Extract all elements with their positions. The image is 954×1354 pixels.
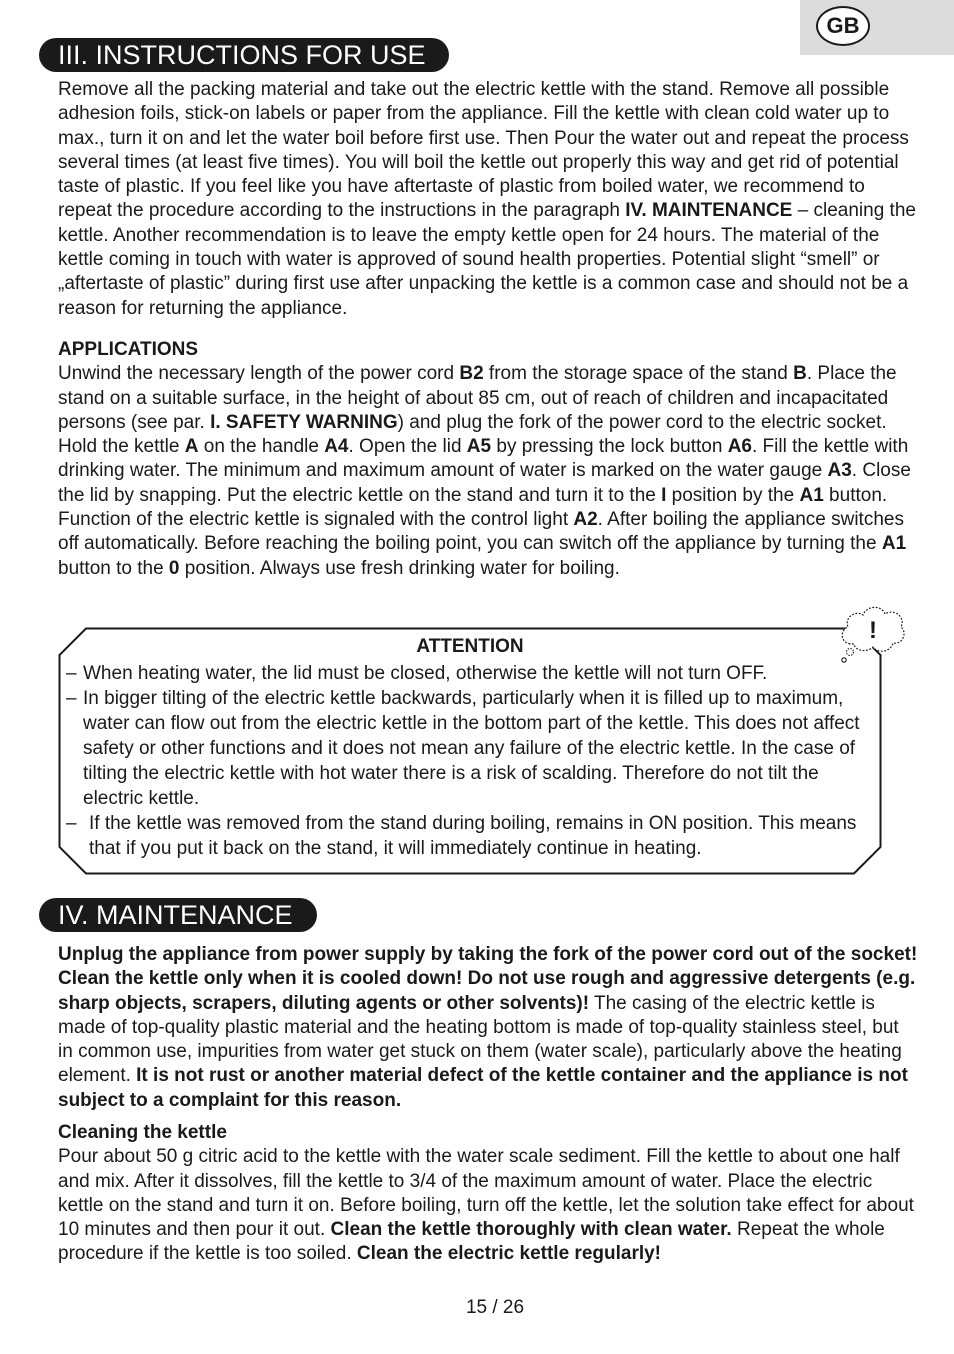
intro-paragraph [58, 78, 918, 321]
text-run: from the storage space of the stand [483, 363, 794, 385]
text-run: Unwind the necessary length of the power cord [58, 363, 460, 385]
text-run: button to the [58, 557, 169, 579]
bold-run: A3 [827, 460, 852, 482]
exclamation-cloud-icon [836, 600, 908, 670]
page-number: 15 / 26 [465, 1297, 525, 1318]
cleaning-block [58, 1121, 918, 1267]
applications-paragraph [58, 363, 911, 578]
bold-run: A6 [727, 436, 752, 458]
bold-run: B2 [459, 363, 484, 385]
bold-run: A1 [799, 484, 824, 506]
bold-run: A1 [881, 533, 907, 555]
bold-run: B [793, 363, 807, 385]
attention-item: – In bigger tilting of the electric kettle backwards, particularly when it is filled up to maximum, water can flow out from the electric kettle in the bottom part of the kettle. This does not affect safety or other functions and it does not mean any failure of the electric kettle. In the case of tilting the electric kettle with hot water there is a risk of scalding. Therefore do not tilt the electric kettle. [66, 688, 860, 809]
text-run: position. Always use fresh drinking water for boiling. [179, 557, 620, 579]
maintenance-paragraph [58, 943, 918, 1113]
bold-run: I. SAFETY WARNING [210, 411, 398, 433]
section-heading-instructions: III. INSTRUCTIONS FOR USE [39, 38, 449, 72]
text-run: Remove all the packing material and take out the electric kettle with the stand. Remove all possible adhesion foils, stick-on labels or paper from the appliance. Fill the kettle with clean cold water up to max., turn it on and let the water boil before first use. Then Pour the water out and repeat the process several times (at least five times). You will boil the kettle out properly this way and get rid of potential taste of plastic. If you feel like you have aftertaste of plastic from boiled water, we recommend to repeat the procedure according to the instructions in the paragraph [58, 79, 909, 222]
text-run: by pressing the lock button [491, 436, 728, 458]
bold-run: I [661, 484, 667, 506]
bold-run: Clean the electric kettle regularly! [356, 1243, 662, 1265]
bold-run: Unplug the appliance from power supply by taking the fork of the power cord out of the socket! Clean the kettle only when it is cooled down! Do not use rough and aggressive detergents (e.g. sharp objects, scrapers, diluting agents or other solvents)! [58, 944, 918, 1014]
cleaning-title: Cleaning the kettle [58, 1122, 227, 1143]
section-heading-maintenance: IV. MAINTENANCE [39, 898, 317, 932]
text-run: position by the [666, 484, 800, 506]
bold-run: 0 [168, 557, 180, 579]
attention-list [66, 661, 866, 861]
text-run: . Close the lid by snapping. Put the electric kettle on the stand and turn it to the [58, 460, 911, 506]
text-run: ) and plug the fork of the power cord to the electric socket. Hold the kettle [58, 411, 887, 458]
bold-run: A5 [466, 436, 492, 458]
text-run: Pour about 50 g citric acid to the kettle with the water scale sediment. Fill the kettle to about one half and mix. After it dissolves, fill the kettle to 3/4 of the maximum amount of water. Place the electric kettle on the stand and turn it on. Before boiling, turn off the kettle, let the solution take effect for about 10 minutes and then pour it out. [58, 1146, 914, 1241]
text-run: on the handle [198, 436, 325, 458]
bold-run: A [184, 436, 199, 458]
bold-run: IV. MAINTENANCE [625, 200, 793, 222]
text-run: . After boiling the appliance switches off automatically. Before reaching the boiling point, you can switch off the appliance by turning the [58, 509, 904, 555]
text-run: Repeat the whole procedure if the kettle is too soiled. [58, 1219, 885, 1265]
text-run: button. Function of the electric kettle is signaled with the control light [58, 484, 888, 531]
bold-run: Clean the kettle thoroughly with clean water. [330, 1219, 732, 1241]
exclamation-mark: ! [869, 617, 877, 644]
text-run: . Open the lid [348, 436, 467, 458]
text-run: . Fill the kettle with drinking water. The minimum and maximum amount of water is marked on the water gauge [58, 436, 909, 482]
bold-run: A4 [324, 436, 349, 458]
text-run: The casing of the electric kettle is made of top-quality plastic material and the heating bottom is made of top-quality stainless steel, but in common use, impurities from water get stuck on them (water scale), particularly above the heating element. [58, 992, 902, 1087]
attention-item: – When heating water, the lid must be closed, otherwise the kettle will not turn OFF. [66, 663, 768, 684]
attention-item: – If the kettle was removed from the stand during boiling, remains in ON position. This means that if you put it back on the stand, it will immediately continue in heating. [66, 813, 857, 859]
attention-title: ATTENTION [416, 636, 524, 657]
cleaning-paragraph [58, 1146, 914, 1264]
applications-block [58, 338, 918, 581]
bold-run: It is not rust or another material defect of the kettle container and the appliance is not subject to a complaint for this reason. [58, 1065, 908, 1111]
text-run: . Place the stand on a suitable surface, in the height of about 85 cm, out of reach of children and incapacitated persons (see par. [58, 363, 897, 433]
language-badge: GB [816, 6, 870, 46]
bold-run: A2 [573, 509, 598, 531]
text-run: – cleaning the kettle. Another recommendation is to leave the empty kettle open for 24 hours. The material of the kettle coming in touch with water is approved of sound health properties. Potential slight “smell” or „aftertaste of plastic” during first use after unpacking the kettle is a common case and should not be a reason for returning the appliance. [58, 200, 916, 319]
applications-title: APPLICATIONS [58, 339, 199, 360]
attention-box [58, 627, 882, 875]
